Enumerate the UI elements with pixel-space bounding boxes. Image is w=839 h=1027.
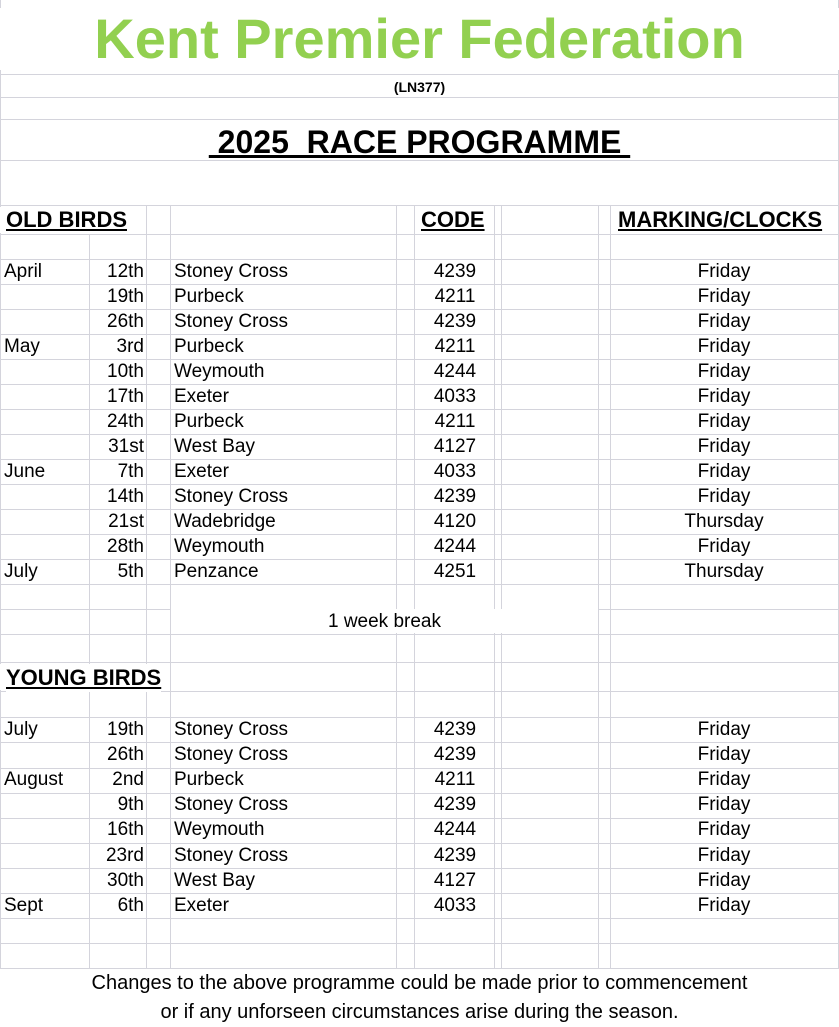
race-code: 4127 (433, 436, 477, 457)
race-marking-day: Friday (697, 769, 751, 791)
race-row (0, 384, 839, 409)
grid-row-line (0, 584, 839, 585)
race-venue: Stoney Cross (174, 844, 289, 866)
race-date: 31st (108, 436, 144, 457)
race-row (0, 817, 839, 842)
race-month: June (4, 461, 46, 482)
race-row (0, 792, 839, 817)
race-marking-day: Friday (697, 461, 751, 482)
race-venue: Weymouth (174, 819, 265, 841)
race-month: April (4, 261, 43, 282)
race-date: 26th (107, 744, 144, 766)
race-date: 26th (107, 311, 144, 332)
race-row (0, 334, 839, 359)
race-row (0, 459, 839, 484)
grid-row-line (0, 634, 839, 635)
race-code: 4239 (433, 261, 477, 282)
race-code: 4211 (434, 769, 476, 791)
race-month: May (4, 336, 40, 357)
race-marking-day: Friday (697, 536, 751, 557)
race-marking-day: Friday (697, 844, 751, 866)
race-row (0, 284, 839, 309)
race-venue: West Bay (174, 869, 255, 891)
race-month: August (4, 769, 64, 791)
race-code: 4239 (433, 311, 477, 332)
break-note: 1 week break (327, 611, 441, 632)
race-venue: Stoney Cross (174, 794, 289, 816)
race-row (0, 742, 839, 767)
race-venue: West Bay (174, 436, 255, 457)
race-row (0, 509, 839, 534)
race-code: 4033 (433, 894, 477, 916)
race-marking-day: Friday (697, 361, 751, 382)
race-code: 4251 (433, 561, 477, 582)
race-code: 4211 (434, 286, 476, 307)
grid-row-line (0, 74, 839, 75)
race-venue: Weymouth (174, 361, 265, 382)
race-marking-day: Friday (697, 819, 751, 841)
race-month: July (4, 561, 38, 582)
race-date: 5th (117, 561, 144, 582)
race-marking-day: Friday (697, 894, 751, 916)
break-row (0, 609, 839, 634)
race-date: 10th (107, 361, 144, 382)
race-code: 4033 (433, 461, 477, 482)
grid-row-line (0, 119, 839, 120)
race-venue: Exeter (174, 894, 229, 916)
race-date: 3rd (116, 336, 144, 357)
race-code: 4244 (433, 361, 477, 382)
race-marking-day: Friday (697, 286, 751, 307)
race-marking-day: Friday (697, 486, 751, 507)
race-venue: Purbeck (174, 769, 244, 791)
race-code: 4239 (433, 719, 477, 740)
footer-note-line-2: or if any unforseen circumstances arise during the season. (0, 998, 839, 1027)
race-code: 4120 (433, 511, 477, 532)
race-row (0, 359, 839, 384)
race-code: 4244 (433, 819, 477, 841)
race-marking-day: Thursday (684, 561, 764, 582)
race-date: 2nd (112, 769, 144, 791)
race-row (0, 843, 839, 868)
race-code: 4127 (433, 869, 477, 891)
race-code: 4239 (433, 794, 477, 816)
race-venue: Penzance (174, 561, 259, 582)
race-code: 4239 (433, 744, 477, 766)
programme-title-text: 2025 RACE PROGRAMME (208, 124, 631, 160)
race-row (0, 534, 839, 559)
race-date: 14th (107, 486, 144, 507)
race-marking-day: Thursday (684, 511, 764, 532)
race-venue: Purbeck (174, 336, 244, 357)
race-date: 24th (107, 411, 144, 432)
code-heading: CODE (421, 207, 485, 232)
race-venue: Stoney Cross (174, 744, 289, 766)
marking-clocks-heading: MARKING/CLOCKS (618, 207, 823, 232)
race-venue: Purbeck (174, 286, 244, 307)
race-month: July (4, 719, 38, 740)
race-row (0, 893, 839, 918)
race-marking-day: Friday (697, 719, 751, 740)
race-venue: Stoney Cross (174, 486, 289, 507)
grid-row-line (0, 662, 839, 663)
federation-code: (LN377) (393, 79, 446, 95)
race-marking-day: Friday (697, 869, 751, 891)
race-marking-day: Friday (697, 411, 751, 432)
race-venue: Exeter (174, 461, 229, 482)
race-date: 28th (107, 536, 144, 557)
race-code: 4244 (433, 536, 477, 557)
race-marking-day: Friday (697, 261, 751, 282)
race-date: 7th (117, 461, 144, 482)
programme-title (0, 122, 839, 162)
race-row (0, 717, 839, 742)
grid-row-line (0, 97, 839, 98)
race-venue: Wadebridge (174, 511, 276, 532)
footer-note-line-1: Changes to the above programme could be made prior to commencement (0, 969, 839, 998)
grid-row-line (0, 234, 839, 235)
race-date: 30th (107, 869, 144, 891)
race-venue: Stoney Cross (174, 719, 289, 740)
race-row (0, 259, 839, 284)
race-marking-day: Friday (697, 386, 751, 407)
race-date: 12th (107, 261, 144, 282)
race-marking-day: Friday (697, 311, 751, 332)
page-title: Kent Premier Federation (0, 8, 839, 70)
race-date: 19th (107, 719, 144, 740)
race-venue: Purbeck (174, 411, 244, 432)
race-row (0, 309, 839, 334)
race-date: 6th (117, 894, 144, 916)
race-marking-day: Friday (697, 744, 751, 766)
race-marking-day: Friday (697, 336, 751, 357)
race-date: 17th (107, 386, 144, 407)
grid-row-line (0, 943, 839, 944)
race-row (0, 559, 839, 584)
race-row (0, 434, 839, 459)
race-venue: Exeter (174, 386, 229, 407)
grid-row-line (0, 918, 839, 919)
race-row (0, 868, 839, 893)
race-row (0, 767, 839, 792)
race-code: 4239 (433, 486, 477, 507)
race-code: 4239 (433, 844, 477, 866)
race-date: 23rd (105, 844, 144, 866)
race-marking-day: Friday (697, 436, 751, 457)
race-code: 4033 (433, 386, 477, 407)
young-birds-heading: YOUNG BIRDS (6, 665, 162, 690)
race-date: 16th (107, 819, 144, 841)
old-birds-heading: OLD BIRDS (6, 207, 127, 232)
race-row (0, 409, 839, 434)
race-month: Sept (4, 894, 44, 916)
race-code: 4211 (434, 336, 476, 357)
race-marking-day: Friday (697, 794, 751, 816)
race-venue: Stoney Cross (174, 261, 289, 282)
race-venue: Weymouth (174, 536, 265, 557)
race-date: 21st (108, 511, 144, 532)
race-code: 4211 (434, 411, 476, 432)
race-date: 19th (107, 286, 144, 307)
race-row (0, 484, 839, 509)
race-date: 9th (117, 794, 144, 816)
race-venue: Stoney Cross (174, 311, 289, 332)
